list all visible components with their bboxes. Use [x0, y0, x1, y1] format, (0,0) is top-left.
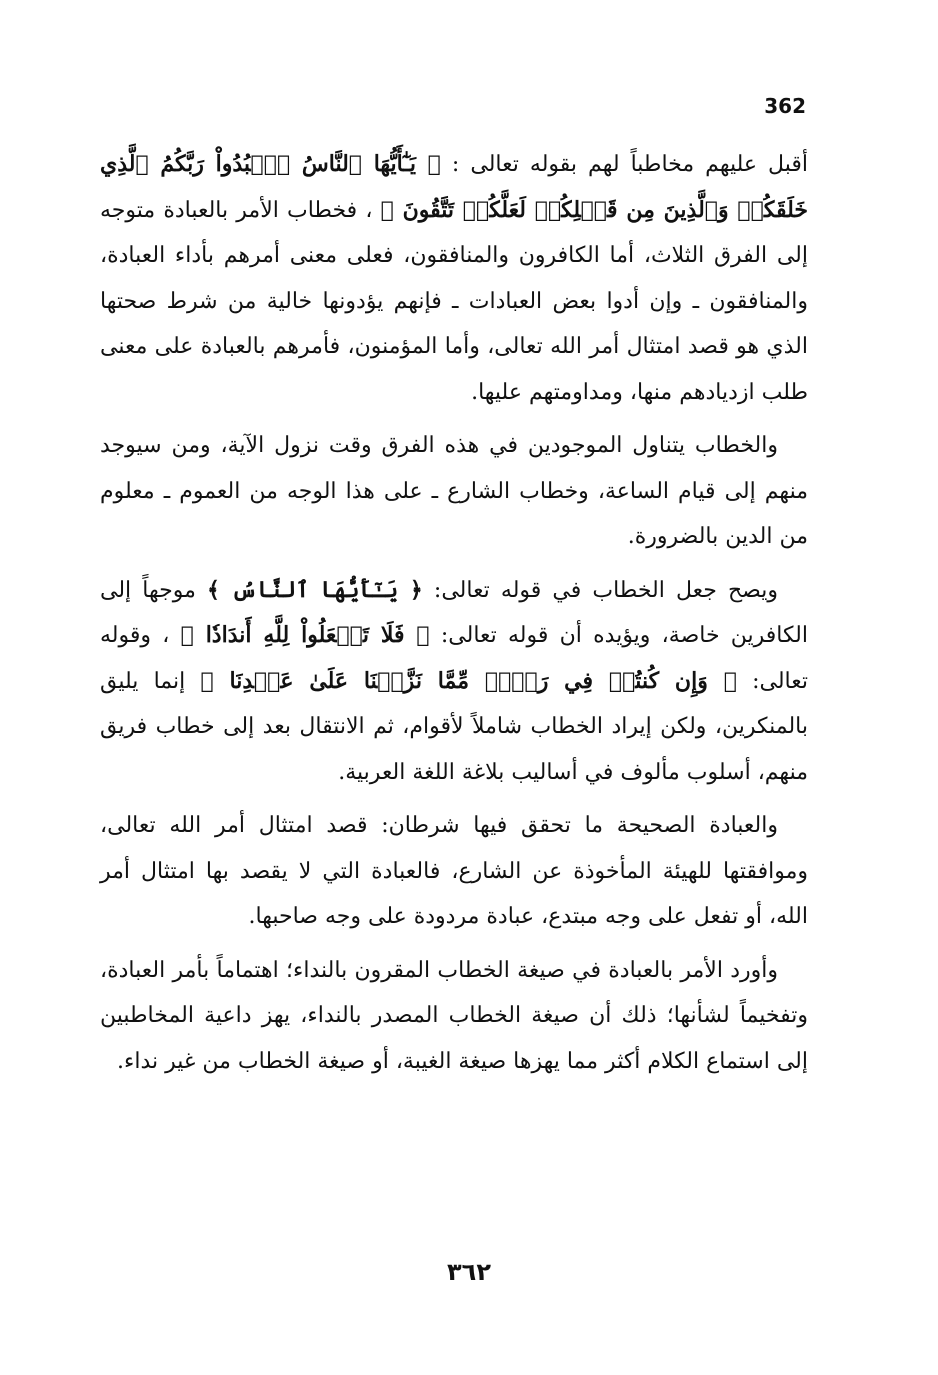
paragraph-3-part-2: موجهاً إلى الكافرين خاصة، ويؤيده أن قوله تعالى:: [100, 577, 808, 648]
quran-verse-2: ﴿ يَـٰٓأَيُّهَا ٱلنَّاسُ ﴾: [206, 576, 423, 603]
quran-verse-3: ﴿ فَلَا تَجۡعَلُواْ لِلَّهِ أَندَادٗا ﴾: [180, 622, 430, 648]
paragraph-3-part-1: ويصح جعل الخطاب في قوله تعالى:: [422, 577, 778, 603]
paragraph-1-intro: أقبل عليهم مخاطباً لهم بقوله تعالى :: [440, 152, 808, 177]
paragraph-3-part-3: ، وقوله تعالى:: [100, 623, 809, 694]
page-number-arabic: ٣٦٢: [447, 1258, 491, 1286]
page-number-latin: 362: [764, 94, 806, 118]
paragraph-3: [100, 568, 808, 796]
quran-verse-1: ﴿ يَـٰٓأَيُّهَا ٱلنَّاسُ ٱعۡبُدُواْ رَبَّكُمُ ٱلَّذِي خَلَقَكُمۡ وَٱلَّذِينَ مِن قَبۡلِكُمۡ لَعَلَّكُمۡ تَتَّقُونَ ﴾: [100, 151, 808, 223]
paragraph-3-part-4: إنما يليق بالمنكرين، ولكن إيراد الخطاب شاملاً لأقوام، ثم الانتقال بعد إلى خطاب فريق منهم، أسلوب مألوف في أساليب بلاغة اللغة العربية.: [100, 668, 808, 785]
paragraph-5: وأورد الأمر بالعبادة في صيغة الخطاب المقرون بالنداء؛ اهتماماً بأمر العبادة، وتفخيماً لشأنها؛ ذلك أن صيغة الخطاب المصدر بالنداء، يهز داعية المخاطبين إلى استماع الكلام أكثر مما يهزها صيغة الغيبة، أو صيغة الخطاب من غير نداء.: [100, 957, 808, 1074]
paragraph-1-body: ، فخطاب الأمر بالعبادة متوجه إلى الفرق الثلاث، أما الكافرون والمنافقون، فعلى معنى أمرهم بأداء العبادة، والمنافقون ـ وإن أدوا بعض العبادات ـ فإنهم يؤدونها خالية من شرط صحتها الذي هو قصد امتثال أمر الله تعالى، وأما المؤمنون، فأمرهم بالعبادة على معنى طلب ازديادهم منها، ومداومتهم عليها.: [100, 197, 808, 405]
body-text: [100, 142, 808, 1092]
paragraph-2: والخطاب يتناول الموجودين في هذه الفرق وقت نزول الآية، ومن سيوجد منهم إلى قيام الساعة، وخطاب الشارع ـ على هذا الوجه من العموم ـ معلوم من الدين بالضرورة.: [100, 433, 808, 549]
paragraph-1: [100, 142, 808, 415]
paragraph-4: والعبادة الصحيحة ما تحقق فيها شرطان: قصد امتثال أمر الله تعالى، وموافقتها للهيئة المأخوذة عن الشارع، فالعبادة التي لا يقصد بها امتثال أمر الله، أو تفعل على وجه مبتدع، عبادة مردودة على وجه صاحبها.: [100, 813, 808, 929]
quran-verse-4: ﴿ وَإِن كُنتُمۡ فِي رَيۡبٖ مِّمَّا نَزَّلۡنَا عَلَىٰ عَبۡدِنَا ﴾: [200, 667, 737, 694]
